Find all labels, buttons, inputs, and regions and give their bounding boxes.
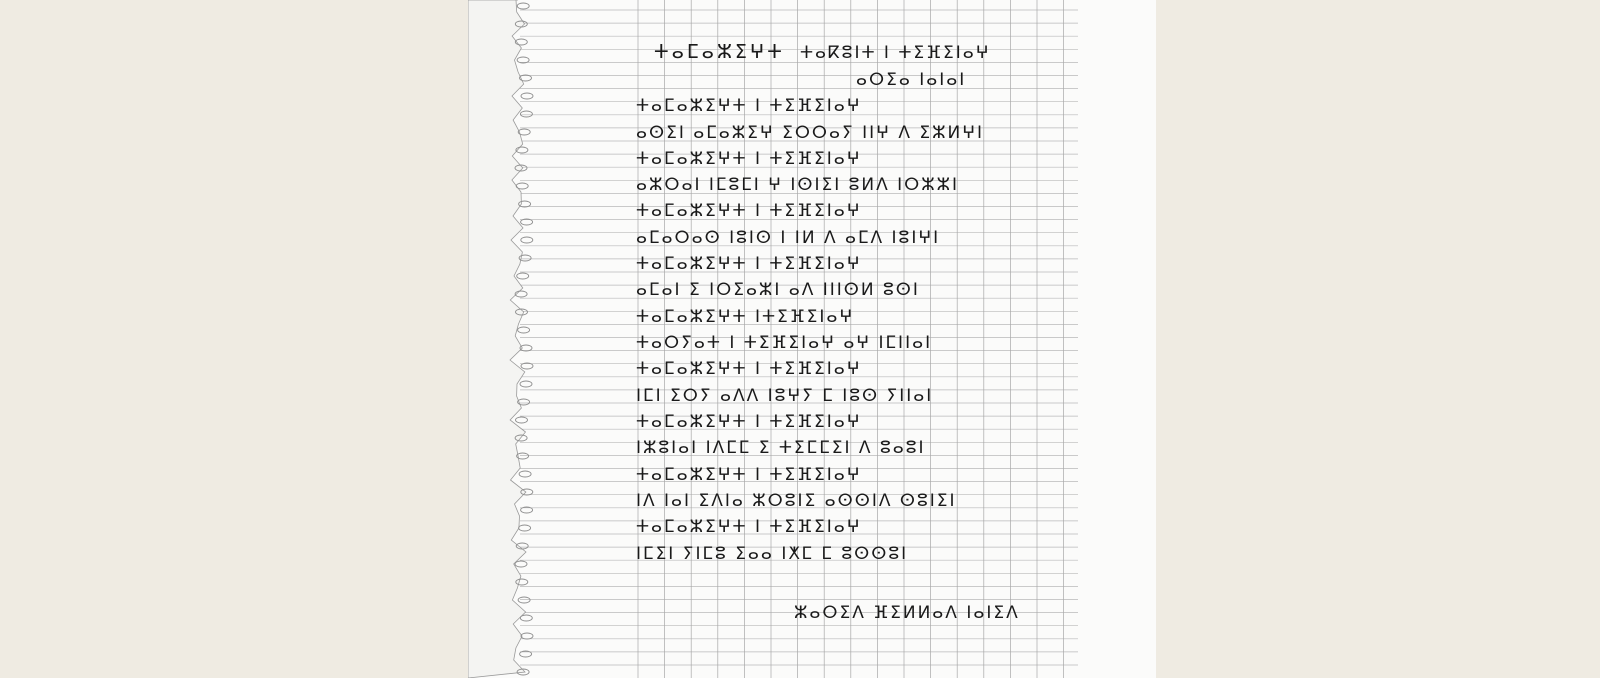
perforation-mark: [516, 417, 528, 423]
perforation-mark: [517, 273, 529, 279]
poem-line: ⴰⵣⵔⴰⵏ ⵏⵎⵓⵎⵏ ⵖ ⵏⵙⵏⵉⵏ ⵓⵍⴷ ⵏⵔⵣⵣⵏ: [636, 175, 960, 195]
perforation-mark: [520, 381, 532, 387]
poem-line: ⴰⵎⴰⵔⴰⵙ ⵏⵓⵏⵙ ⵏ ⵏⵍ ⴷ ⴰⵎⴷ ⵏⵓⵏⵖⵏ: [636, 228, 941, 248]
perforation-mark: [520, 111, 532, 117]
perforation-mark: [520, 615, 532, 621]
perforation-mark: [519, 525, 531, 531]
author-line-1: ⵜⴰⴽⵓⵏⵜ ⵏ ⵜⵉⴼⵉⵏⴰⵖ: [800, 43, 991, 63]
poem-line: ⵜⴰⵔⵢⴰⵜ ⵏ ⵜⵉⴼⵉⵏⴰⵖ ⴰⵖ ⵏⵎⵏⵏⴰⵏ: [636, 333, 933, 353]
poem-line: ⵏⵎⵏ ⵉⵔⵢ ⴰⴷⴷ ⵏⵓⵖⵢ ⵎ ⵏⵓⵙ ⵢⵏⵏⴰⵏ: [636, 386, 934, 406]
poem-line: ⵜⴰⵎⴰⵣⵉⵖⵜ ⵏ ⵜⵉⴼⵉⵏⴰⵖ: [636, 465, 862, 485]
notebook-page: [468, 0, 1156, 678]
author-line-2: ⴰⵔⵉⴰ ⵏⴰⵏⴰⵏ: [856, 70, 967, 90]
perforation-mark: [521, 93, 533, 99]
perforation-mark: [518, 597, 530, 603]
perforation-mark: [519, 471, 531, 477]
torn-edge: [468, 0, 526, 678]
perforation-mark: [517, 3, 529, 9]
perforation-mark: [521, 633, 533, 639]
poem-line: ⴰⵙⵉⵏ ⴰⵎⴰⵣⵉⵖ ⵉⵔⵔⴰⵢ ⵏⵏⵖ ⴷ ⵉⵣⵍⵖⵏ: [636, 123, 985, 143]
poem-line: ⵜⴰⵎⴰⵣⵉⵖⵜ ⵏⵜⵉⴼⵉⵏⴰⵖ: [636, 307, 855, 327]
perforation-mark: [516, 183, 528, 189]
poem-line: ⵏⵣⵓⵏⴰⵏ ⵏⴷⵎⵎ ⵉ ⵜⵉⵎⵎⵉⵏ ⴷ ⵓⴰⵓⵏ: [636, 438, 926, 458]
poem-line: ⵏⵎⵉⵏ ⵢⵏⵎⵓ ⵉⴰⴰ ⵏⵅⵎ ⵎ ⵓⵙⵙⵓⵏ: [636, 544, 909, 564]
perforation-mark: [515, 561, 527, 567]
signature: ⵣⴰⵔⵉⴷ ⴼⵉⵍⵍⴰⴷ ⵏⴰⵏⵉⴷ: [794, 603, 1020, 623]
poem-line: ⵜⴰⵎⴰⵣⵉⵖⵜ ⵏ ⵜⵉⴼⵉⵏⴰⵖ: [636, 359, 862, 379]
poem-title: ⵜⴰⵎⴰⵣⵉⵖⵜ: [654, 41, 785, 63]
poem-line: ⵜⴰⵎⴰⵣⵉⵖⵜ ⵏ ⵜⵉⴼⵉⵏⴰⵖ: [636, 517, 862, 537]
poem-line: ⵜⴰⵎⴰⵣⵉⵖⵜ ⵏ ⵜⵉⴼⵉⵏⴰⵖ: [636, 96, 862, 116]
poem-line: ⵜⴰⵎⴰⵣⵉⵖⵜ ⵏ ⵜⵉⴼⵉⵏⴰⵖ: [636, 412, 862, 432]
perforation-mark: [518, 129, 530, 135]
poem-line: ⴰⵎⴰⵏ ⵉ ⵏⵔⵉⴰⵣⵏ ⴰⴷ ⵏⵏⵏⵙⵍ ⵓⵙⵏ: [636, 280, 920, 300]
poem-line: ⵜⴰⵎⴰⵣⵉⵖⵜ ⵏ ⵜⵉⴼⵉⵏⴰⵖ: [636, 254, 862, 274]
perforation-mark: [521, 237, 533, 243]
poem-line: ⵜⴰⵎⴰⵣⵉⵖⵜ ⵏ ⵜⵉⴼⵉⵏⴰⵖ: [636, 149, 862, 169]
poem-line: ⵜⴰⵎⴰⵣⵉⵖⵜ ⵏ ⵜⵉⴼⵉⵏⴰⵖ: [636, 201, 862, 221]
poem-line: ⵏⴷ ⵏⴰⵏ ⵉⴷⵏⴰ ⵣⵔⵓⵏⵉ ⴰⵙⵙⵏⴷ ⵙⵓⵏⵉⵏ: [636, 491, 957, 511]
perforation-mark: [518, 327, 530, 333]
